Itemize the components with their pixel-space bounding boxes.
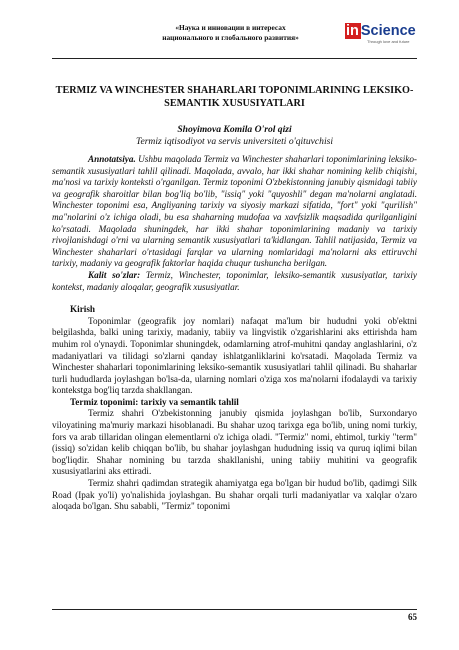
keywords-label: Kalit so'zlar:	[88, 269, 141, 280]
journal-title-line2: национального и глобального развития»	[162, 33, 299, 42]
journal-title-line1: «Наука и инновации в интересах	[175, 23, 286, 32]
abstract-text: Ushbu maqolada Termiz va Winchester shaharlari toponimlarining leksiko-semantik xususiyatlari tahlil qilinadi. Maqolada, avvalo, har ikki shahar nomining kelib chiqishi, ma'nosi va tarixiy konteksti o'rganilgan. Termiz toponimi O'zbekistonning janubiy qismidagi tabiiy va geografik sharoitlar bilan bog'liq bo'lib, "issiq" yoki "quyoshli" degan ma'nolarni anglatadi. Winchester toponimi esa, Angliyaning tarixiy va siyosiy markazi sifatida, "fort" yoki "qurilish" ma"nolarini o'z ichiga oladi, bu esa shaharning mudofaa va xavfsizlik maqsadida qurilganligini ko'rsatadi. Maqolada shuningdek, har ikki shahar toponimlarining madaniy va tarixiy rivojlanishdagi o'rni va ularning semantik xususiyatlari ta'kidlangan. Tahlil natijasida, Termiz va Winchester shaharlari o'rtasidagi farqlar va ularning nomlaridagi ma'nolarni aks ettiruvchi tarixiy, madaniy va geografik faktorlar haqida chuqur tushuncha berilgan.	[52, 154, 417, 269]
paragraph: Termiz shahri O'zbekistonning janubiy qismida joylashgan bo'lib, Surxondaryo viloyatining ma'muriy markazi hisoblanadi. Bu shahar uzoq tarixga ega bo'lib, uning nomi turkiy, fors va arab tillaridan olingan elementlarni o'z ichiga oladi. "Termiz" nomi, ehtimol, turkiy "term" (issiq) so'zidan kelib chiqqan bo'lib, bu shahar joylashgan hududning issiq va quruq iqlimi bilan bog'liqdir. Shahar nomining bu tarzda shakllanishi, uning tabiiy muhitini va geografik xususiyatlarini aks ettiradi.	[52, 408, 417, 477]
journal-header	[128, 23, 333, 43]
author-name: Shoyimova Komila O'rol qizi	[177, 124, 292, 135]
paragraph: Toponimlar (geografik joy nomlari) nafaqat ma'lum bir hududni yoki ob'ektni belgilashda, balki uning tarixiy, madaniy, tabiiy va lingvistik o'zgarishlarini aks ettirishda ham muhim rol o'ynaydi. Toponimlar shuningdek, odamlarning atrof-muhitni qanday anglashlarini, o'z madaniyatlari va tilidagi so'zlarni qanday ishlatganliklarini ko'rsatadi. Maqolada Termiz va Winchester shaharlari toponimlarining leksiko-semantik xususiyatlari tahlil qilinadi. Bu shaharlar turli hududlarda joylashgan bo'lsa-da, ularning nomlari o'ziga xos ma'nolarni ifodalaydi va tarixiy kontekstga bog'liq tarzda shakllangan.	[52, 315, 417, 396]
author-affiliation: Termiz iqtisodiyot va servis universiteti o'qituvchisi	[135, 136, 334, 147]
logo-prefix: in	[346, 23, 359, 39]
logo-main-text: Science	[360, 23, 416, 39]
article-body	[52, 154, 417, 513]
article-title: TERMIZ VA WINCHESTER SHAHARLARI TOPONIMLARINING LEKSIKO-SEMANTIK XUSUSIYATLARI	[55, 85, 414, 109]
paragraph: Termiz shahri qadimdan strategik ahamiyatga ega bo'lgan bir hudud bo'lib, qadimgi Silk Road (Ipak yo'li) yo'nalishida joylashgan. Bu shahar orqali turli madaniyatlar va xalqlar o'zaro aloqada bo'lgan. Shu sababli, "Termiz" toponimi	[52, 478, 417, 512]
keywords	[52, 270, 417, 293]
author-block	[52, 124, 417, 148]
page-number: 65	[408, 612, 417, 622]
keywords-text: Termiz, Winchester, toponimlar, leksiko-semantik xususiyatlar, tarixiy kontekst, madaniy aloqalar, geografik xususiyatlar.	[52, 269, 418, 292]
footer-divider	[52, 609, 417, 610]
header-divider	[52, 58, 417, 59]
section-heading-intro: Kirish	[70, 304, 96, 315]
abstract-label: Annotatsiya.	[88, 154, 136, 164]
section-heading-termiz: Termiz toponimi: tarixiy va semantik tahlil	[70, 396, 239, 407]
inscience-logo	[345, 23, 437, 57]
abstract	[52, 154, 417, 270]
logo-subtitle: Through love and future	[367, 39, 410, 44]
